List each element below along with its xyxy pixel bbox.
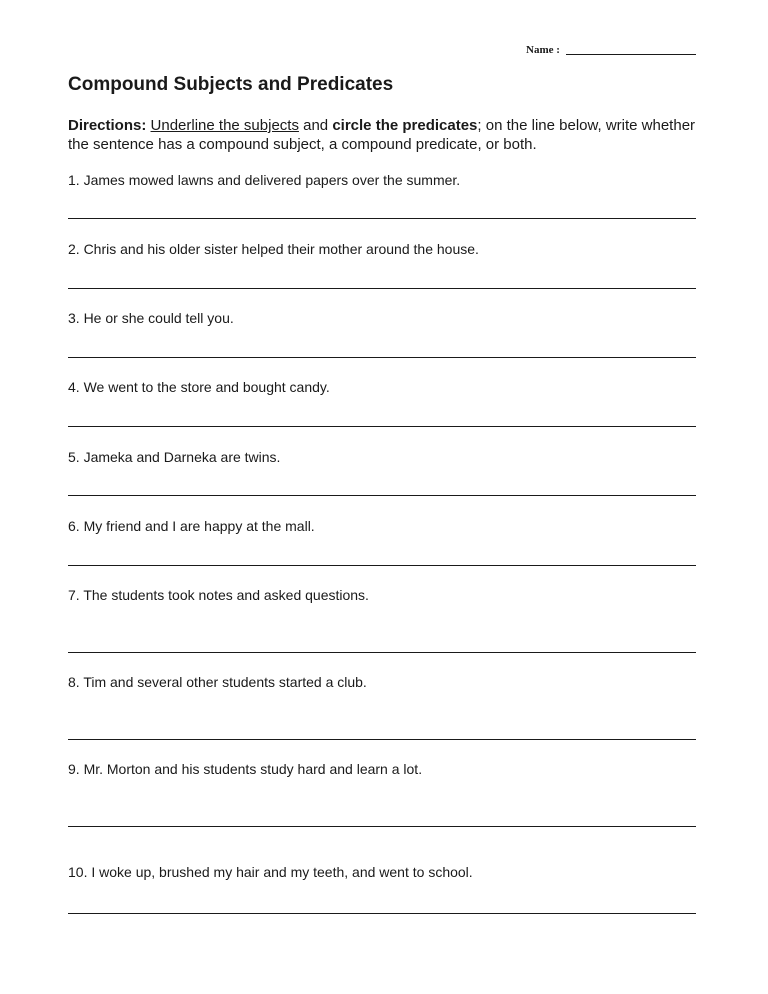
name-label: Name : xyxy=(526,44,560,56)
question-2: 2. Chris and his older sister helped their mother around the house. xyxy=(68,241,479,257)
page-title: Compound Subjects and Predicates xyxy=(68,74,394,95)
directions xyxy=(68,116,708,154)
answer-line-5[interactable] xyxy=(68,495,696,496)
directions-circle-instruction: circle the predicates xyxy=(332,117,478,134)
name-field-row xyxy=(526,44,696,56)
directions-label: Directions: xyxy=(68,117,147,134)
answer-line-9[interactable] xyxy=(68,826,696,827)
answer-line-4[interactable] xyxy=(68,426,696,427)
answer-line-6[interactable] xyxy=(68,565,696,566)
answer-line-10[interactable] xyxy=(68,913,696,914)
answer-line-1[interactable] xyxy=(68,218,696,219)
name-blank-line[interactable] xyxy=(566,54,696,55)
question-5: 5. Jameka and Darneka are twins. xyxy=(68,449,281,465)
directions-rest: ; on the line below, write whether the sentence has a compound subject, a compound predicate, or both. xyxy=(68,117,696,153)
question-4: 4. We went to the store and bought candy. xyxy=(68,379,330,395)
question-6: 6. My friend and I are happy at the mall. xyxy=(68,518,315,534)
question-1: 1. James mowed lawns and delivered papers over the summer. xyxy=(68,172,461,188)
question-7: 7. The students took notes and asked questions. xyxy=(68,587,369,603)
directions-and: and xyxy=(298,117,333,134)
question-8: 8. Tim and several other students started a club. xyxy=(68,674,367,690)
answer-line-2[interactable] xyxy=(68,288,696,289)
question-3: 3. He or she could tell you. xyxy=(68,310,234,326)
answer-line-3[interactable] xyxy=(68,357,696,358)
answer-line-8[interactable] xyxy=(68,739,696,740)
directions-underline-instruction: Underline the subjects xyxy=(150,117,299,134)
question-9: 9. Mr. Morton and his students study hard and learn a lot. xyxy=(68,761,423,777)
question-10: 10. I woke up, brushed my hair and my teeth, and went to school. xyxy=(68,864,473,880)
answer-line-7[interactable] xyxy=(68,652,696,653)
